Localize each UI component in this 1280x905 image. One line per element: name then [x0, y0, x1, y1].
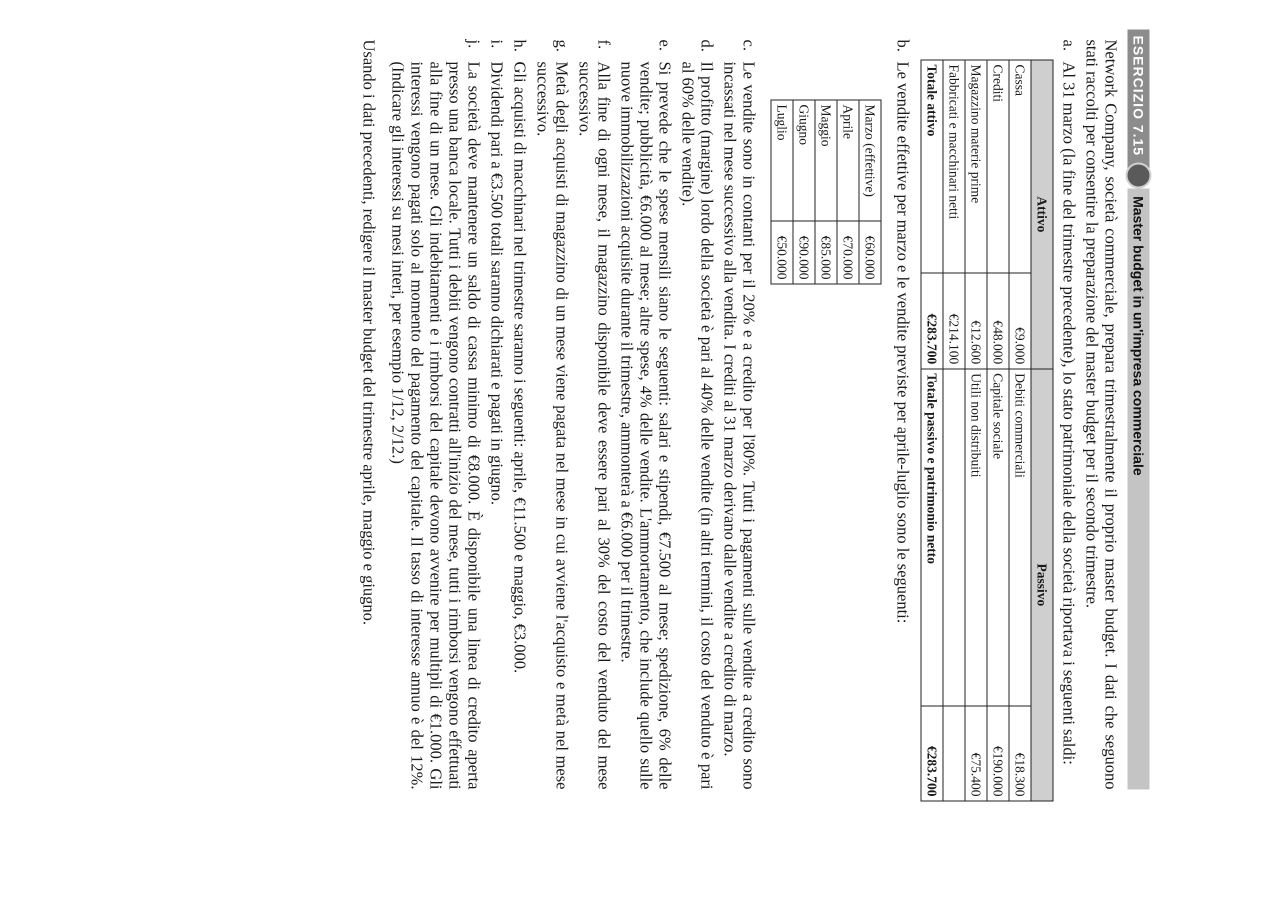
item-label: b. — [893, 39, 913, 52]
table-row — [771, 100, 793, 284]
table-row — [815, 100, 837, 284]
balance-sheet-table — [921, 60, 1054, 802]
exercise-number: ESERCIZIO 7.15 — [1128, 30, 1150, 171]
item-text: Le vendite sono in contanti per il 20% e a credito per l'80%. Tutti i pagamenti sulle vendite a credito sono incassati nel mese successivo alla vendita. I crediti al 31 marzo derivano dalle vendite a credito di marzo. — [720, 61, 759, 790]
item-b — [894, 40, 913, 790]
table-row — [859, 100, 881, 284]
sales-month: Marzo (effettive) — [859, 100, 881, 221]
item-text: La società deve mantenere un saldo di cassa minimo di €8.000. È disponibile una linea di credito aperta presso una banca locale. Tutti i debiti vengono contratti all'inizio del mese, tutti i rimborsi vengono effettuati alla fine di un mese. Gli indebitamenti e i rimborsi del capitale devono avvenire per multipli di €1.000. Gli interessi vengono pagati solo al momento del pagamento del capitale. Il tasso di interesse annuo è del 12%. (Indicare gli interessi su mesi interi, per esempio 1/12, 2/12.) — [388, 61, 484, 790]
table-row — [965, 60, 987, 801]
item-label: e. — [655, 39, 675, 51]
sales-month: Maggio — [815, 100, 837, 221]
item-label: a. — [1059, 39, 1079, 51]
item-text: Dividendi pari a €3.500 totali saranno dichiarati e pagati in giugno. — [487, 61, 507, 506]
attivo-value: €9.000 — [1009, 273, 1031, 368]
sales-value: €85.000 — [815, 221, 837, 284]
header-attivo: Attivo — [1031, 60, 1053, 369]
item-i — [488, 40, 507, 790]
item-text: Metà degli acquisti di magazzino di un mese viene pagata nel mese in cui avviene l'acquisto e metà nel mese successivo. — [533, 61, 572, 790]
item-d — [679, 40, 717, 790]
table-row — [987, 60, 1009, 801]
table-row — [793, 100, 815, 284]
item-text: Il profitto (margine) lordo della società è pari al 40% delle vendite (in altri termini, il costo del venduto è pari al 60% delle vendite). — [678, 61, 717, 790]
exercise-title: Master budget in un'impresa commerciale — [1128, 188, 1150, 789]
item-j — [389, 40, 484, 790]
item-c — [721, 40, 759, 790]
attivo-label: Crediti — [987, 60, 1009, 273]
table-row — [1009, 60, 1031, 801]
attivo-value: €214.100 — [943, 273, 965, 368]
passivo-label: Debiti commerciali — [1009, 369, 1031, 706]
item-h — [511, 40, 530, 790]
item-a — [1060, 40, 1079, 790]
item-label: h. — [510, 39, 530, 52]
item-f — [576, 40, 614, 790]
item-label: j. — [464, 39, 484, 49]
item-label: g. — [552, 39, 572, 52]
sales-month: Aprile — [837, 100, 859, 221]
total-attivo-label: Totale attivo — [921, 60, 943, 273]
item-label: f. — [594, 39, 614, 50]
exercise-content — [359, 35, 1151, 797]
attivo-label: Fabbricati e macchinari netti — [943, 60, 965, 273]
sales-value: €50.000 — [771, 221, 793, 284]
passivo-value — [943, 706, 965, 801]
total-passivo-value: €283.700 — [921, 706, 943, 801]
item-label: i. — [487, 39, 507, 49]
intro-paragraph: Network Company, società commerciale, prepara trimestralmente il proprio master budget. I dati che seguono stati raccolti per consentire la preparazione del master budget per il secondo trimestre. — [1082, 39, 1121, 790]
sales-month: Giugno — [793, 100, 815, 221]
item-text: Gli acquisti di macchinari nel trimestre saranno i seguenti: aprile, €11.500 e maggio, €3.000. — [510, 61, 530, 674]
balance-header-row — [1031, 60, 1053, 801]
total-attivo-value: €283.700 — [921, 273, 943, 368]
attivo-label: Cassa — [1009, 60, 1031, 273]
item-text: Alla fine di ogni mese, il magazzino disponibile deve essere pari al 30% del costo del venduto del mese successivo. — [575, 61, 614, 790]
passivo-label: Utili non distribuiti — [965, 369, 987, 706]
sales-value: €60.000 — [859, 221, 881, 284]
attivo-value: €48.000 — [987, 273, 1009, 368]
passivo-value: €190.000 — [987, 706, 1009, 801]
item-label: c. — [739, 39, 759, 51]
attivo-label: Magazzino materie prime — [965, 60, 987, 273]
item-label: d. — [697, 39, 717, 52]
passivo-value: €18.300 — [1009, 706, 1031, 801]
sales-month: Luglio — [771, 100, 793, 221]
sales-value: €70.000 — [837, 221, 859, 284]
item-e — [618, 40, 675, 790]
item-text: Le vendite effettive per marzo e le vendite previste per aprile-luglio sono le seguenti: — [893, 61, 913, 624]
passivo-value: €75.400 — [965, 706, 987, 801]
header-passivo: Passivo — [1031, 369, 1053, 801]
passivo-label: Capitale sociale — [987, 369, 1009, 706]
closing-paragraph: Usando i dati precedenti, redigere il master budget del trimestre aprile, maggio e giugno. — [359, 39, 379, 626]
item-text: Si prevede che le spese mensili siano le seguenti: salari e stipendi, €7.500 al mese; spedizione, 6% delle vendite; pubblicità, €6.000 al mese; altre spese, 4% delle vendite. L'ammortamento, che include quello sulle nuove immobilizzazioni acquisite durante il trimestre, ammonterà a €6.000 per il trimestre. — [617, 61, 675, 790]
balance-total-row — [921, 60, 943, 801]
exercise-header — [1127, 30, 1151, 790]
table-row — [837, 100, 859, 284]
sales-table — [771, 100, 882, 285]
header-dot-icon — [1126, 162, 1152, 188]
passivo-label — [943, 369, 965, 706]
item-text: Al 31 marzo (la fine del trimestre precedente), lo stato patrimoniale della società riportava i seguenti saldi: — [1059, 61, 1079, 765]
total-passivo-label: Totale passivo e patrimonio netto — [921, 369, 943, 706]
attivo-value: €12.600 — [965, 273, 987, 368]
sales-value: €90.000 — [793, 221, 815, 284]
table-row — [943, 60, 965, 801]
item-g — [534, 40, 572, 790]
rotated-scanned-page — [1, 0, 1280, 905]
